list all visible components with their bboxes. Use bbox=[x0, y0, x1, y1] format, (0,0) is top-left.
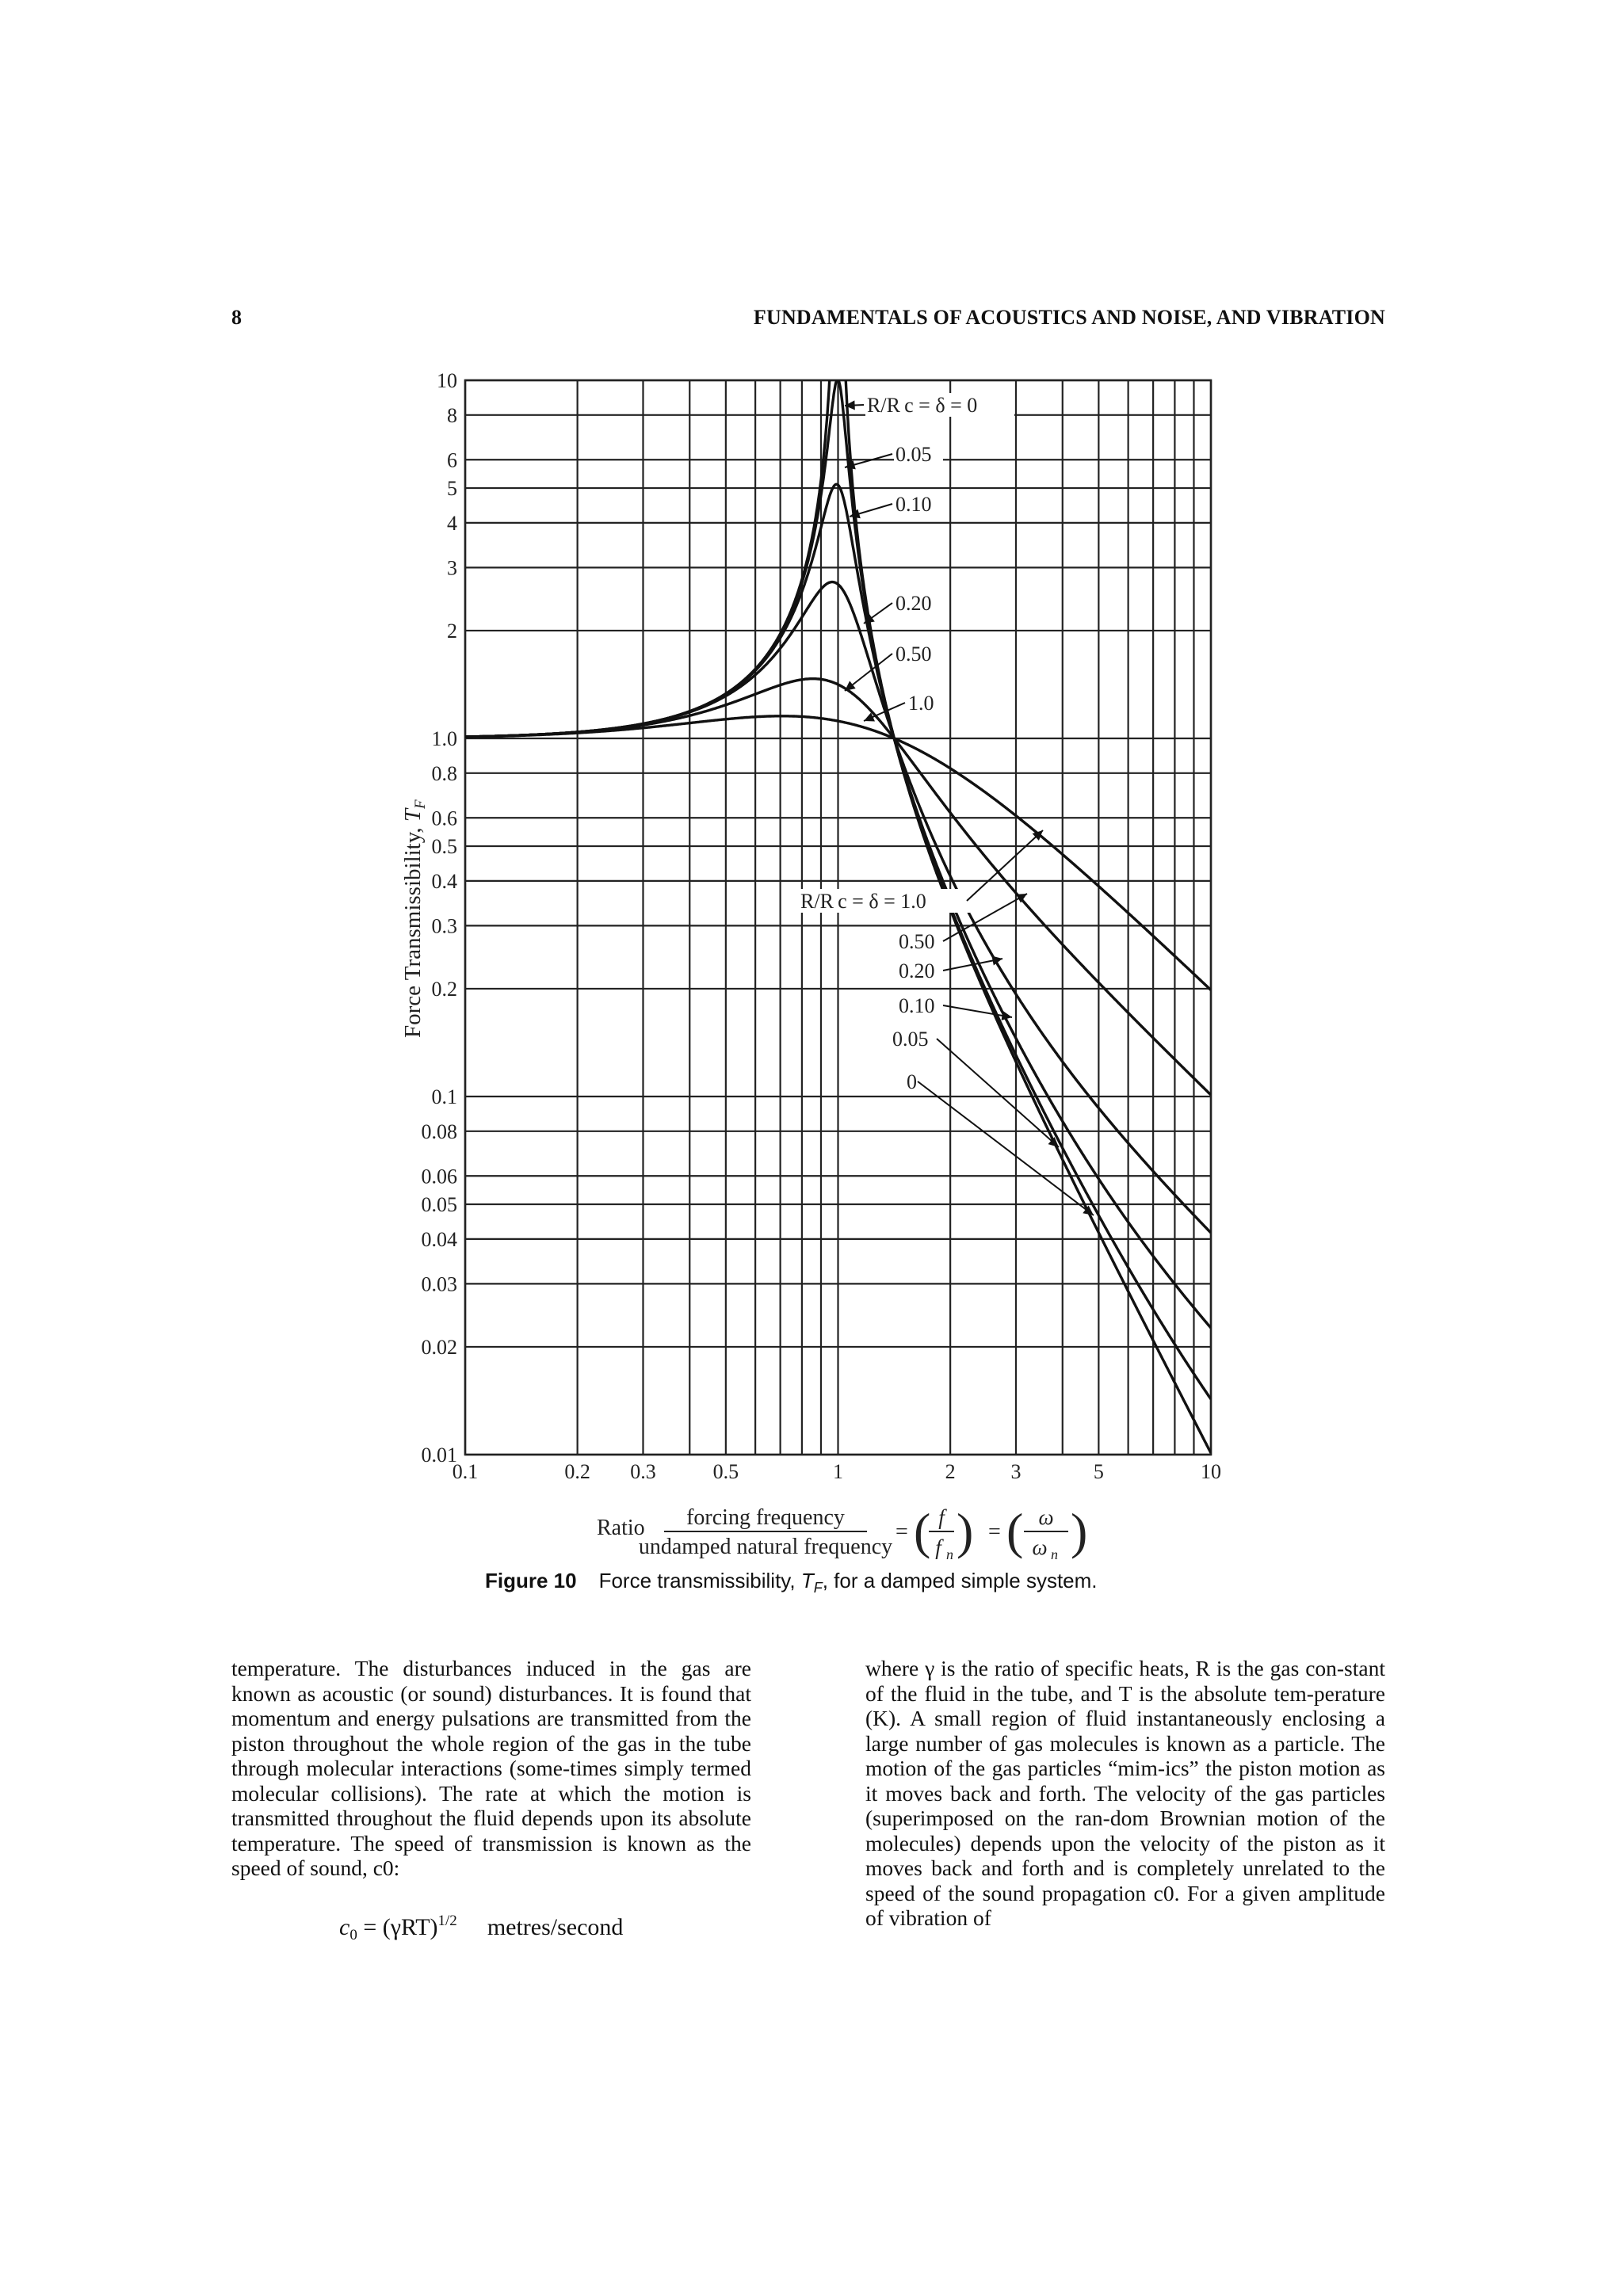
svg-text:(: ( bbox=[1006, 1503, 1024, 1559]
svg-text:n: n bbox=[946, 1547, 953, 1562]
speed-of-sound-equation: $c_0 = (\gamma RT)^{1/2}$ metres/second bbox=[339, 1913, 624, 1943]
y-tick-label: 2 bbox=[447, 619, 457, 643]
x-tick-label: 0.2 bbox=[564, 1460, 590, 1483]
lower-annotation-label: 0.50 bbox=[899, 930, 935, 953]
lower-annotation-label: 0.20 bbox=[899, 959, 935, 982]
ratio-numerator: forcing frequency bbox=[686, 1505, 845, 1530]
y-tick-label: 0.06 bbox=[421, 1165, 457, 1188]
figure-caption: Figure 10 Force transmissibility, $T_F$, for a damped simple system. bbox=[485, 1569, 1098, 1596]
x-tick-label: 0.3 bbox=[630, 1460, 656, 1483]
y-tick-label: 10 bbox=[437, 369, 457, 392]
y-tick-label: 0.04 bbox=[421, 1227, 457, 1251]
left-paragraph: temperature. The disturbances induced in the gas are known as acoustic (or sound) disturbances. It is found that momentum and energy pulsations are transmitted from the piston throughout the whole region of the gas in the tube through molecular interactions (some-times simply termed molecular collisions). The rate at which the motion is transmitted throughout the fluid depends upon its absolute temperature. The speed of transmission is known as the speed of sound, c0: bbox=[231, 1656, 751, 1880]
x-tick-labels bbox=[453, 1460, 1221, 1483]
y-tick-label: 0.5 bbox=[431, 835, 457, 859]
x-axis-label bbox=[597, 1503, 1087, 1562]
page-number: 8 bbox=[231, 306, 242, 329]
right-column bbox=[865, 1656, 1385, 1931]
x-tick-label: 0.1 bbox=[452, 1460, 479, 1483]
x-tick-label: 2 bbox=[945, 1460, 956, 1483]
y-tick-label: 3 bbox=[447, 556, 457, 580]
y-tick-label: 5 bbox=[447, 477, 457, 501]
upper-annotation-label: 0.50 bbox=[896, 643, 932, 666]
svg-text:n: n bbox=[1051, 1547, 1058, 1562]
upper-annotation-label: 0.20 bbox=[896, 592, 932, 615]
x-tick-label: 5 bbox=[1093, 1460, 1104, 1483]
running-title: FUNDAMENTALS OF ACOUSTICS AND NOISE, AND VIBRATION bbox=[753, 306, 1385, 329]
y-tick-label: 1.0 bbox=[431, 727, 457, 750]
lower-annotation-leader bbox=[967, 830, 1043, 901]
right-paragraph: where γ is the ratio of specific heats, R is the gas con-stant of the fluid in the tube, and T is the absolute tem-perature (K). A small region of fluid instantaneously enclosing a large number of gas molecules is known as a particle. The motion of the gas particles “mim-ics” the piston motion as it moves back and forth. The velocity of the gas particles (superimposed on the ran-dom Brownian motion of the molecules) depends upon the velocity of the piston as it moves back and forth and is completely unrelated to the speed of the sound propagation c0. For a given amplitude of vibration of bbox=[865, 1656, 1385, 1930]
y-tick-label: 0.01 bbox=[421, 1444, 457, 1466]
y-tick-label: 6 bbox=[447, 448, 457, 472]
left-column bbox=[231, 1656, 751, 1881]
y-tick-labels bbox=[422, 369, 458, 1466]
curve-delta-0 bbox=[465, 349, 839, 737]
svg-text:(: ( bbox=[914, 1503, 931, 1559]
svg-text:ω: ω bbox=[1032, 1535, 1048, 1559]
y-tick-label: 0.1 bbox=[431, 1085, 457, 1108]
y-tick-label: 0.4 bbox=[431, 869, 457, 893]
upper-annotation-label: 1.0 bbox=[908, 692, 934, 715]
ratio-denominator: undamped natural frequency bbox=[638, 1535, 893, 1559]
lower-annotation-label: R/R c = δ = 1.0 bbox=[800, 890, 926, 913]
y-tick-label: 0.03 bbox=[421, 1272, 457, 1296]
y-tick-label: 4 bbox=[447, 511, 457, 535]
upper-annotation-label: R/R c = δ = 0 bbox=[867, 394, 978, 417]
upper-annotation-arrowhead bbox=[845, 681, 856, 691]
y-tick-label: 8 bbox=[447, 403, 457, 427]
lower-annotation-label: 0 bbox=[907, 1070, 917, 1093]
x-tick-label: 3 bbox=[1010, 1460, 1022, 1483]
x-tick-label: 10 bbox=[1201, 1460, 1221, 1483]
svg-text:=: = bbox=[988, 1520, 1001, 1544]
svg-text:f: f bbox=[935, 1535, 941, 1559]
ratio-formula bbox=[896, 1503, 1087, 1562]
y-tick-label: 0.05 bbox=[421, 1193, 457, 1217]
svg-text:f: f bbox=[938, 1505, 945, 1529]
upper-annotation-label: 0.05 bbox=[896, 443, 932, 466]
svg-text:): ) bbox=[1071, 1503, 1088, 1559]
y-tick-label: 0.02 bbox=[421, 1335, 457, 1359]
lower-annotation-label: 0.10 bbox=[899, 994, 935, 1017]
y-tick-label: 0.2 bbox=[431, 977, 457, 1001]
y-axis-label: Force Transmissibility, $T_F$ bbox=[400, 799, 429, 1038]
x-tick-label: 0.5 bbox=[712, 1460, 739, 1483]
y-tick-label: 0.8 bbox=[431, 761, 457, 785]
y-tick-label: 0.08 bbox=[421, 1119, 457, 1143]
lower-annotation-leader bbox=[918, 1081, 1094, 1215]
curve-annotations bbox=[799, 393, 1094, 1215]
ratio-word: Ratio bbox=[597, 1516, 645, 1540]
svg-text:): ) bbox=[957, 1503, 974, 1559]
chart-grid bbox=[465, 380, 1211, 1455]
svg-text:ω: ω bbox=[1038, 1505, 1054, 1529]
figure-label: Figure 10 bbox=[485, 1569, 577, 1592]
x-tick-label: 1 bbox=[833, 1460, 843, 1483]
lower-annotation-label: 0.05 bbox=[892, 1028, 929, 1051]
svg-text:=: = bbox=[896, 1520, 908, 1544]
y-tick-label: 0.6 bbox=[431, 807, 457, 830]
upper-annotation-label: 0.10 bbox=[896, 493, 932, 516]
y-tick-label: 0.3 bbox=[431, 914, 457, 938]
